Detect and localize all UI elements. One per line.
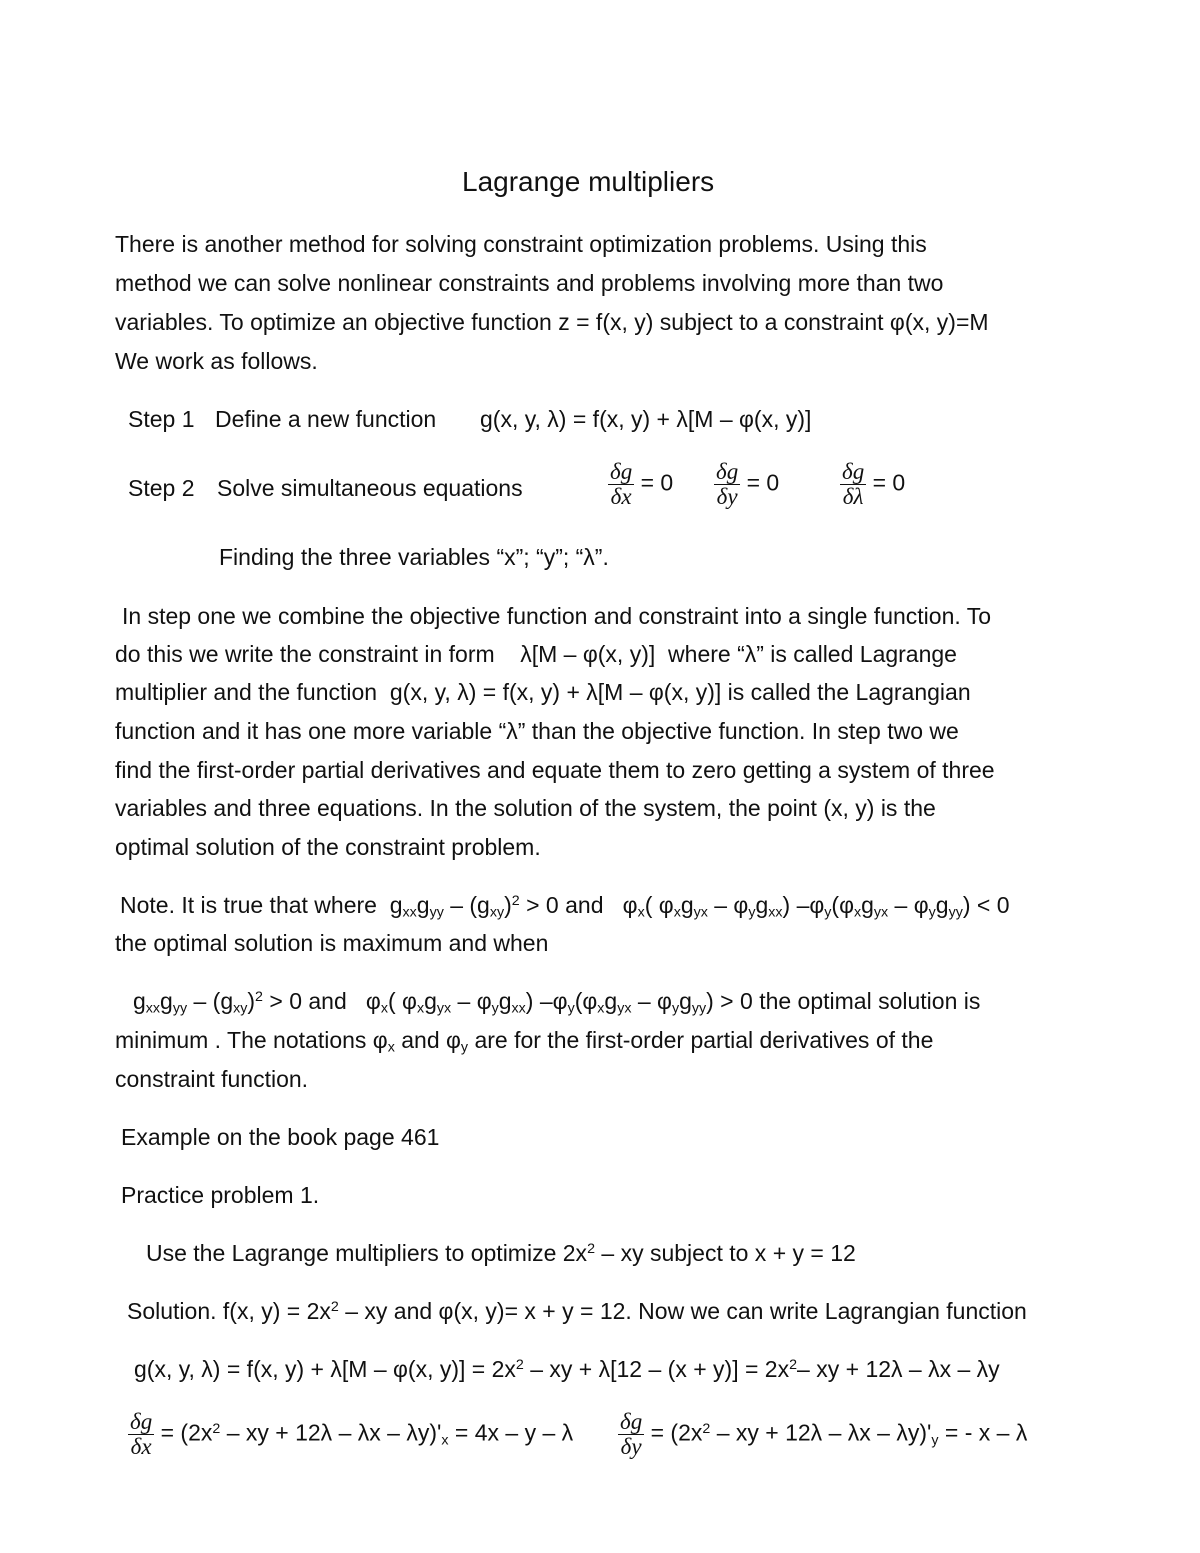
intro-line-4: We work as follows. — [115, 348, 318, 374]
partial-eq-lambda: $\frac{\delta g}{\delta\lambda}$ = 0 — [842, 459, 906, 510]
note-line-4: minimum . The notations $\varphi_x$ and $\varphi_y$ are for the first-order partial derivatives of the — [115, 1027, 934, 1056]
partial-eq-x: $\frac{\delta g}{\delta x}$ = 0 — [610, 459, 674, 510]
intro-line-3: variables. To optimize an objective function z = f(x, y) subject to a constraint φ(x, y)=M — [115, 309, 989, 335]
intro-line-2: method we can solve nonlinear constraints and problems involving more than two — [115, 270, 944, 296]
note-line-3: $g_{xx}g_{yy} - (g_{xy})^2 > 0$ and $\varphi_x$( $\varphi_xg_{yx} - \varphi_yg_{xx}$) $-\varphi_y(\varphi_xg_{yx} - \varphi_yg_{yy}) > 0$ the optimal solution is — [133, 988, 981, 1017]
step-1-text: Define a new function — [215, 406, 437, 432]
fraction-dg-dy-2: $\frac{\delta g}{\delta y}$ — [620, 1409, 643, 1460]
fraction-dg-dx: $\frac{\delta g}{\delta x}$ — [610, 459, 633, 510]
note-line-1: Note. It is true that where $g_{xx}g_{yy} - (g_{xy})^2 > 0$ and $\varphi_x$( $\varphi_xg_{yx} - \varphi_yg_{xx}$) $-\varphi_y(\varphi_xg_{yx} - \varphi_yg_{yy}) < 0$ — [120, 892, 1010, 921]
para2-line-2: do this we write the constraint in form λ[M – φ(x, y)] where “λ” is called Lagrange — [115, 641, 957, 667]
para2-line-5: find the first-order partial derivatives and equate them to zero getting a system of three — [115, 757, 995, 783]
fraction-dg-dx-2: $\frac{\delta g}{\delta x}$ — [130, 1409, 153, 1460]
practice-heading: Practice problem 1. — [121, 1182, 320, 1208]
step-2-label: Step 2 — [128, 475, 195, 501]
para2-line-1: In step one we combine the objective function and constraint into a single function. To — [122, 603, 992, 629]
note-line-2: the optimal solution is maximum and when — [115, 930, 549, 956]
problem-statement: Use the Lagrange multipliers to optimize $2x^2$ – xy subject to x + y = 12 — [146, 1240, 856, 1266]
solution-line: Solution. f(x, $y) = 2x^2$ – xy and φ(x, y)= x + y = 12. Now we can write Lagrangian function — [127, 1298, 1027, 1324]
partial-derivative-y: $\frac{\delta g}{\delta y}$ = ($2x^2$ – xy + 12λ – λx – $\lambda y)'_y$ = - x – λ — [620, 1409, 1028, 1460]
step-2-text: Solve simultaneous equations — [217, 475, 523, 501]
fraction-dg-dlambda: $\frac{\delta g}{\delta\lambda}$ — [842, 459, 865, 510]
note-line-5: constraint function. — [115, 1066, 309, 1092]
para2-line-7: optimal solution of the constraint problem. — [115, 834, 541, 860]
partial-eq-y: $\frac{\delta g}{\delta y}$ = 0 — [716, 459, 780, 510]
example-reference: Example on the book page 461 — [121, 1124, 440, 1150]
para2-line-3: multiplier and the function g(x, y, λ) = f(x, y) + λ[M – φ(x, y)] is called the Lagrangian — [115, 679, 971, 705]
step-1-formula: g(x, y, λ) = f(x, y) + λ[M – φ(x, y)] — [480, 406, 812, 432]
para2-line-6: variables and three equations. In the solution of the system, the point (x, y) is the — [115, 795, 936, 821]
lagrangian-function: g(x, y, λ) = f(x, y) + λ[M – φ(x, $y)] = 2x^2$ – xy + $\lambda[12 - (x + y)] = 2x^2-$ xy + 12λ – λx – λy — [134, 1356, 1000, 1382]
para2-line-4: function and it has one more variable “λ” than the objective function. In step two we — [115, 718, 959, 744]
finding-variables: Finding the three variables “x”; “y”; “λ”. — [219, 544, 609, 570]
fraction-dg-dy: $\frac{\delta g}{\delta y}$ — [716, 459, 739, 510]
step-1-label: Step 1 — [128, 406, 195, 432]
intro-line-1: There is another method for solving constraint optimization problems. Using this — [115, 231, 927, 257]
page-title: Lagrange multipliers — [462, 166, 715, 197]
partial-derivative-x: $\frac{\delta g}{\delta x}$ = ($2x^2$ – xy + $12\lambda - \lambda x - \lambda y)'_x = 4x - y - \lambda$ — [130, 1409, 574, 1460]
